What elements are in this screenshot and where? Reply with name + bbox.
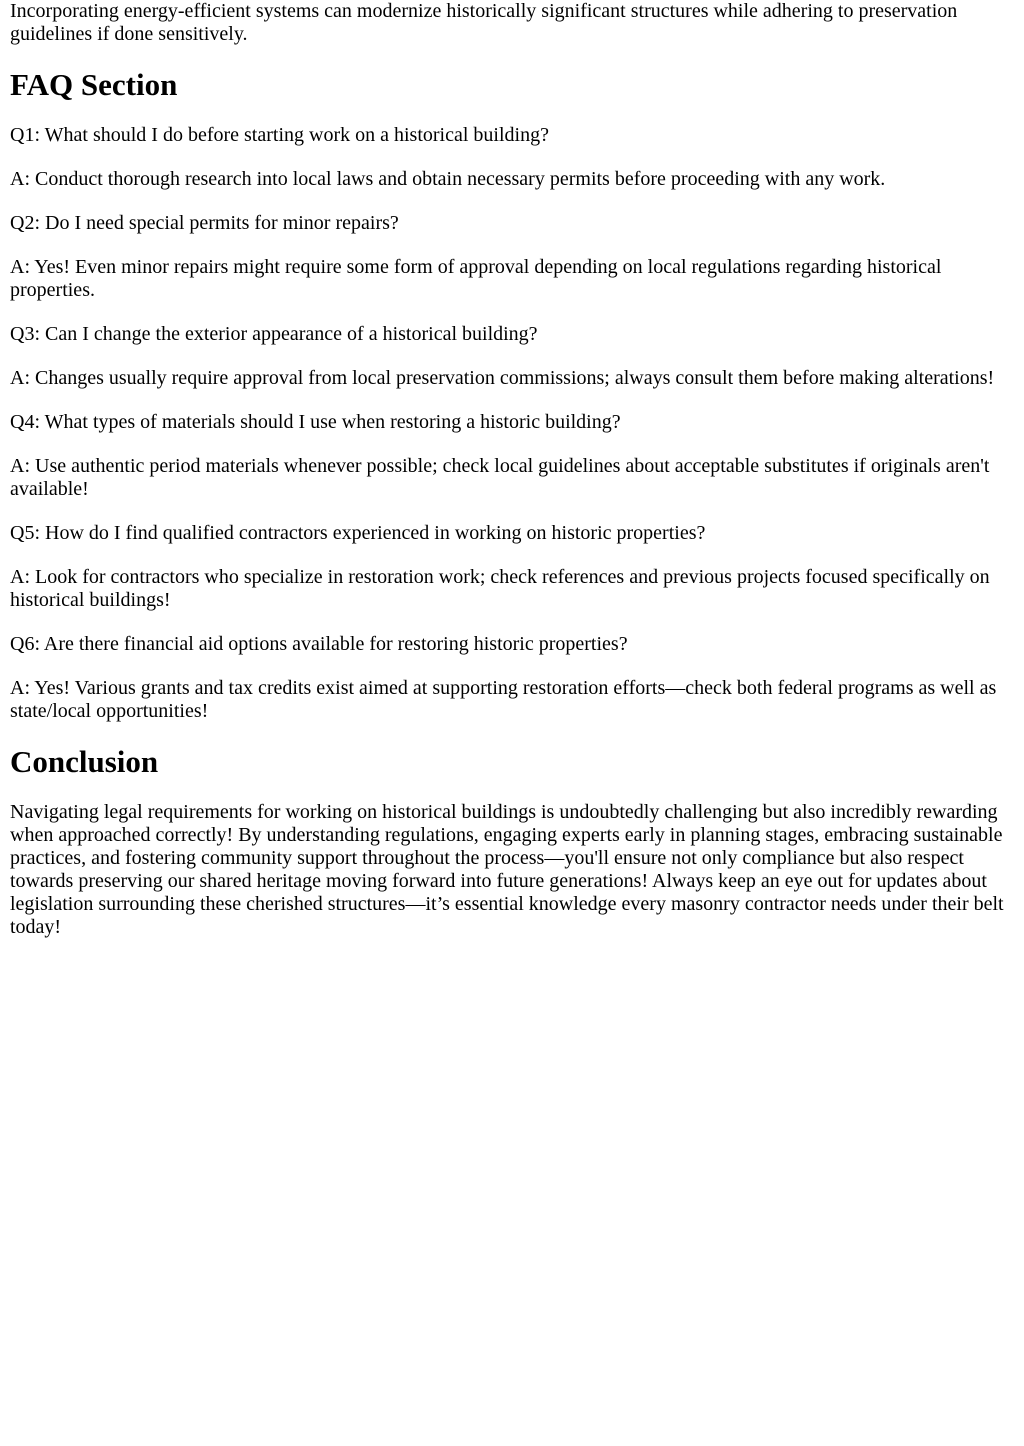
faq-question-2: Q2: Do I need special permits for minor repairs? (10, 212, 399, 234)
faq-answer-5: A: Look for contractors who specialize in restoration work; check references and previous projects focused specifically on historical buildings! (10, 566, 990, 611)
faq-answer-2: A: Yes! Even minor repairs might require some form of approval depending on local regulations regarding historical properties. (10, 256, 942, 301)
faq-question-6: Q6: Are there financial aid options available for restoring historic properties? (10, 633, 628, 655)
faq-answer-1: A: Conduct thorough research into local laws and obtain necessary permits before proceeding with any work. (10, 168, 886, 190)
faq-answer-4: A: Use authentic period materials whenever possible; check local guidelines about acceptable substitutes if originals aren't available! (10, 455, 990, 500)
faq-question-1: Q1: What should I do before starting work on a historical building? (10, 124, 549, 146)
conclusion-paragraph: Navigating legal requirements for working on historical buildings is undoubtedly challenging but also incredibly rewarding when approached correctly! By understanding regulations, engaging experts early in planning stages, embracing sustainable practices, and fostering community support throughout the process—you'll ensure not only compliance but also respect towards preserving our shared heritage moving forward into future generations! Always keep an eye out for updates about legislation surrounding these cherished structures—it’s essential knowledge every masonry contractor needs under their belt today! (10, 801, 1004, 938)
conclusion-heading: Conclusion (10, 744, 159, 779)
faq-answer-6: A: Yes! Various grants and tax credits exist aimed at supporting restoration efforts—check both federal programs as well as state/local opportunities! (10, 677, 997, 722)
faq-heading: FAQ Section (10, 67, 178, 102)
faq-question-4: Q4: What types of materials should I use when restoring a historic building? (10, 411, 621, 433)
faq-question-5: Q5: How do I find qualified contractors experienced in working on historic properties? (10, 522, 706, 544)
intro-paragraph: Incorporating energy-efficient systems can modernize historically significant structures while adhering to preservation guidelines if done sensitively. (10, 0, 958, 45)
faq-question-3: Q3: Can I change the exterior appearance of a historical building? (10, 323, 538, 345)
faq-answer-3: A: Changes usually require approval from local preservation commissions; always consult them before making alterations! (10, 367, 995, 389)
